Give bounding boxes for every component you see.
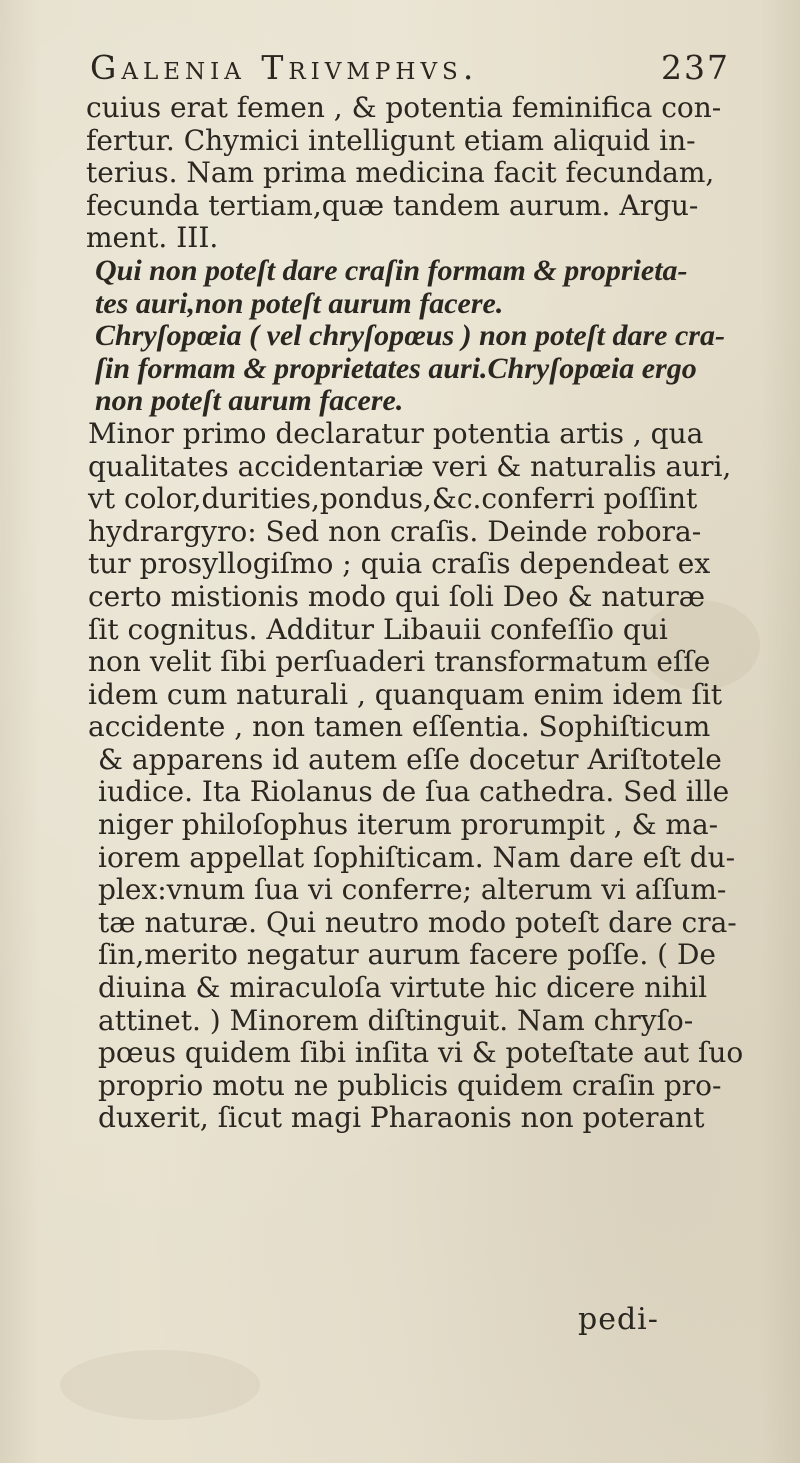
text-line: terius. Nam prima medicina facit fecundam,: [86, 157, 715, 190]
text-line: proprio motu ne publicis quidem craſin pro-: [98, 1069, 722, 1102]
text-line: accidente , non tamen eſſentia. Sophiſticum: [88, 711, 711, 744]
text-line: duxerit, ſicut magi Pharaonis non poterant: [98, 1102, 705, 1135]
text-line: hydrargyro: Sed non craſis. Deinde robora-: [88, 515, 702, 548]
text-line: attinet. ) Minorem diſtinguit. Nam chryſo-: [98, 1004, 694, 1037]
running-title: Galenia Trivmphvs.: [90, 48, 479, 87]
text-line: Chryſopœia ( vel chryſopœus ) non poteſt dare cra-: [95, 320, 725, 353]
body-text: [0, 92, 780, 1135]
text-line: ſit cognitus. Additur Libauii confeſſio qui: [88, 613, 668, 646]
text-line: & apparens id autem eſſe docetur Ariſtotele: [98, 743, 722, 776]
text-line: certo mistionis modo qui ſoli Deo & naturæ: [88, 580, 706, 613]
text-line: ſin,merito negatur aurum facere poſſe. ( De: [98, 939, 716, 972]
text-line: idem cum naturali , quanquam enim idem ſit: [88, 678, 723, 711]
text-line: Minor primo declaratur potentia artis , qua: [88, 417, 704, 450]
text-line: iudice. Ita Riolanus de ſua cathedra. Sed ille: [98, 776, 730, 809]
text-line: qualitates accidentariæ veri & naturalis auri,: [88, 450, 732, 483]
text-line: cuius erat femen , & potentia feminifica con-: [86, 92, 722, 124]
text-line: Qui non poteſt dare craſin formam & proprieta-: [95, 254, 688, 287]
text-line: diuina & miraculoſa virtute hic dicere nihil: [98, 972, 708, 1005]
text-line: fecunda tertiam,quæ tandem aurum. Argu-: [86, 189, 699, 222]
text-line: non velit ſibi perſuaderi transformatum eſſe: [88, 646, 711, 679]
text-line: iorem appellat ſophiſticam. Nam dare eſt du-: [98, 841, 736, 874]
text-line: plex:vnum ſua vi conferre; alterum vi aſſum-: [98, 874, 727, 907]
text-line: tur prosyllogiſmo ; quia craſis dependeat ex: [88, 548, 711, 581]
text-line: tes auri,non poteſt aurum facere.: [95, 287, 504, 320]
paper-stain: [60, 1350, 260, 1420]
text-line: ment. III.: [86, 222, 219, 255]
page-header: [90, 48, 730, 92]
page-number: 237: [661, 48, 730, 87]
text-line: ſin formam & proprietates auri.Chryſopœia ergo: [95, 352, 697, 385]
catchword: pedi-: [578, 1302, 659, 1337]
text-line: niger philoſophus iterum prorumpit , & ma-: [98, 809, 719, 842]
text-line: vt color,durities,pondus,&c.conferri poſſint: [88, 483, 698, 516]
text-line: non poteſt aurum facere.: [95, 385, 404, 418]
text-line: fertur. Chymici intelligunt etiam aliquid in-: [86, 124, 696, 157]
text-line: pœus quidem ſibi inſita vi & poteſtate aut ſuo: [98, 1037, 744, 1070]
text-line: tæ naturæ. Qui neutro modo poteſt dare cra-: [98, 906, 737, 939]
